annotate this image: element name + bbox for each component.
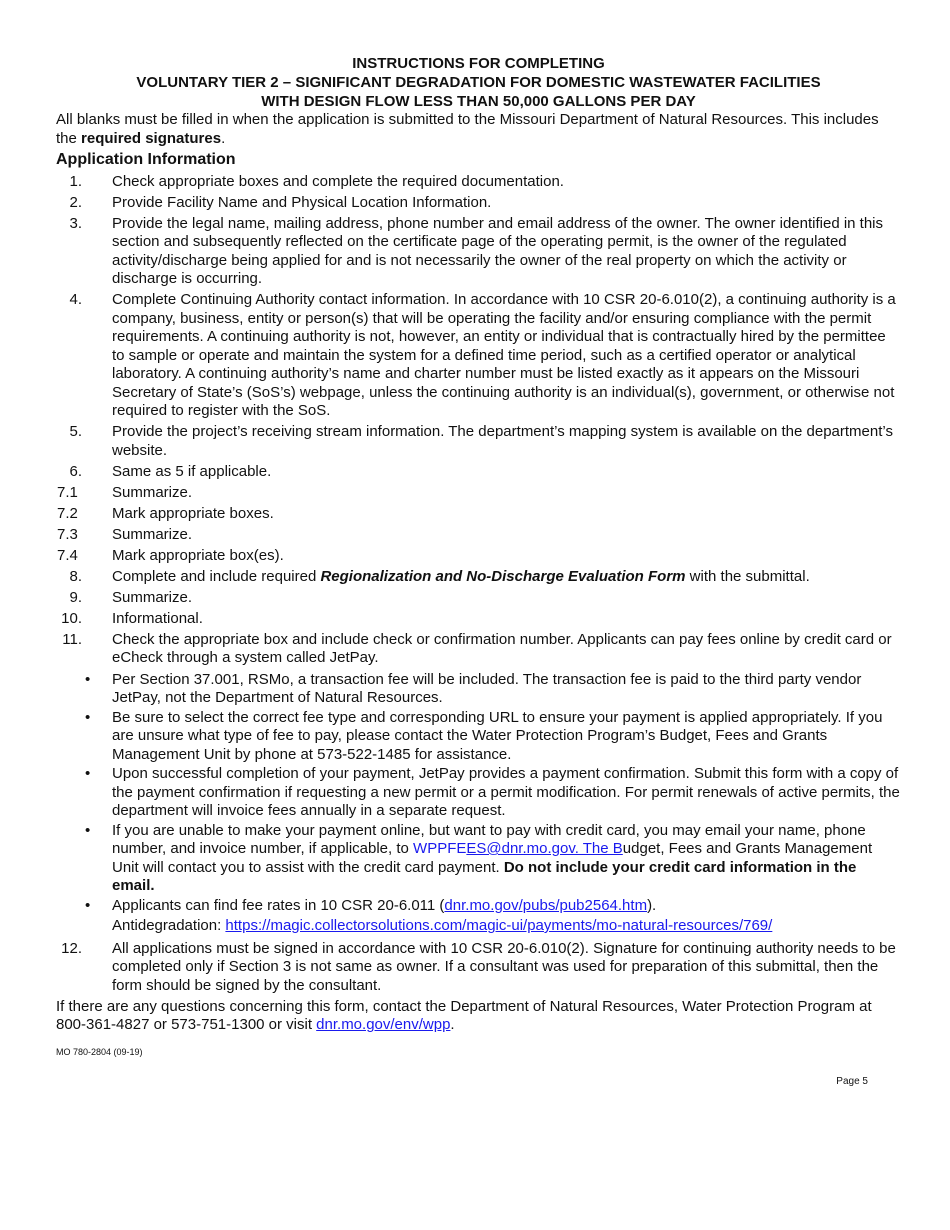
page-title bbox=[56, 54, 901, 111]
wpp-website-link[interactable]: dnr.mo.gov/env/wpp bbox=[316, 1016, 451, 1033]
list-item: 10. Informational. bbox=[61, 609, 203, 627]
section-heading: Application Information bbox=[56, 151, 236, 168]
list-item: 4. Complete Continuing Authority contact information. In accordance with 10 CSR 20-6.010(2), a continuing authority is a company, business, entity or person(s) that will be operating the facility and/or ensuring compliance with the permit requirements. A continuing authority is not, however, an entity or individual that is contractually hired by the permittee to sample or operate and maintain the system for a defined time period, such as a certified operator or analytical laboratory. A continuing authority’s name and charter number must be listed exactly as it appears on the Missouri Secretary of State’s (SoS’s) webpage, unless the continuing authority is an individual(s), government, or otherwise not required to register with the SoS. bbox=[69, 291, 896, 419]
list-item: 6. Same as 5 if applicable. bbox=[69, 462, 272, 480]
list-item-fees: 11. Check the appropriate box and include check or confirmation number. Applicants can pay fees online by credit card or eCheck through a system called JetPay. bbox=[62, 630, 892, 666]
antidegradation-payment-link[interactable]: https://magic.collectorsolutions.com/magic-ui/payments/mo-natural-resources/769/ bbox=[225, 917, 773, 934]
list-item: 3. Provide the legal name, mailing address, phone number and email address of the owner. The owner identified in this section and subsequently reflected on the certificate page of the operating permit, is the owner of the regulated activity/discharge being applied for and is not necessarily the owner of the real property on which the activity or discharge is occurring. bbox=[69, 214, 884, 287]
list-item: 12. All applications must be signed in accordance with 10 CSR 20-6.010(2). Signature for continuing authority needs to be completed only if Section 3 is not same as owner. If a consultant was used for preparation of this submittal, then the form should be signed by the consultant. bbox=[61, 939, 896, 994]
antidegradation-line: Antidegradation: https://magic.collectorsolutions.com/magic-ui/payments/mo-natural-resources/769/ bbox=[112, 917, 773, 934]
bullet-item: • Be sure to select the correct fee type and corresponding URL to ensure your payment is applied appropriately. If you are unsure what type of fee to pay, please contact the Water Protection Program’s Budget, Fees and Grants Management Unit by phone at 573-522-1485 for assistance. bbox=[56, 709, 901, 765]
list-item: 7.2 Mark appropriate boxes. bbox=[57, 504, 274, 522]
page-number: Page 5 bbox=[836, 1076, 868, 1087]
fee-bullet-list bbox=[56, 671, 901, 916]
closing-paragraph: If there are any questions concerning this form, contact the Department of Natural Resources, Water Protection Program at 800-361-4827 or 573-751-1300 or visit dnr.mo.gov/env/wpp. bbox=[56, 997, 872, 1033]
list-item: 5. Provide the project’s receiving stream information. The department’s mapping system is available on the department’s website. bbox=[69, 423, 893, 459]
title-line-1: INSTRUCTIONS FOR COMPLETING bbox=[352, 55, 605, 72]
bullet-item: • If you are unable to make your payment online, but want to pay with credit card, you may email your name, phone number, and invoice number, if applicable, to WPPFEES@dnr.mo.gov. The Budget, Fees and Grants Management Unit will contact you to assist with the credit card payment. Do not include your credit card information in the email. bbox=[56, 822, 901, 896]
bullet-item: • Upon successful completion of your payment, JetPay provides a payment confirmation. Submit this form with a copy of the payment confirmation if requesting a new permit or a permit modification. For permit renewals of active permits, the department will invoice fees annually in a separate request. bbox=[56, 765, 901, 821]
title-line-3: WITH DESIGN FLOW LESS THAN 50,000 GALLONS PER DAY bbox=[261, 93, 696, 110]
list-item: 1. Check appropriate boxes and complete the required documentation. bbox=[69, 172, 564, 190]
list-item: 7.1 Summarize. bbox=[57, 483, 193, 501]
bullet-item: • Applicants can find fee rates in 10 CSR 20-6.011 (dnr.mo.gov/pubs/pub2564.htm). bbox=[56, 897, 901, 916]
list-item: 7.4 Mark appropriate box(es). bbox=[57, 546, 284, 564]
warning-text: Do not include your credit card information in the email. bbox=[112, 858, 857, 894]
title-line-2: VOLUNTARY TIER 2 – SIGNIFICANT DEGRADATION FOR DOMESTIC WASTEWATER FACILITIES bbox=[136, 74, 821, 91]
list-item: 9. Summarize. bbox=[69, 588, 193, 606]
instructions-page bbox=[56, 54, 901, 1061]
bullet-item: • Per Section 37.001, RSMo, a transaction fee will be included. The transaction fee is paid to the third party vendor JetPay, not the Department of Natural Resources. bbox=[56, 671, 901, 708]
required-signatures-emphasis: required signatures bbox=[81, 129, 222, 147]
fee-rates-link[interactable]: dnr.mo.gov/pubs/pub2564.htm bbox=[444, 896, 648, 914]
email-link[interactable]: ES@dnr.mo.gov. The B bbox=[466, 840, 623, 857]
list-item: 8. Complete and include required Regionalization and No-Discharge Evaluation Form with the submittal. bbox=[69, 567, 810, 585]
email-link-part[interactable]: WPPFE bbox=[413, 840, 467, 857]
list-item: 2. Provide Facility Name and Physical Location Information. bbox=[69, 193, 492, 211]
regionalization-form-title: Regionalization and No-Discharge Evaluation Form bbox=[320, 567, 686, 585]
intro-paragraph: All blanks must be filled in when the application is submitted to the Missouri Department of Natural Resources. This includes the required signatures. bbox=[56, 111, 879, 147]
form-number: MO 780-2804 (09-19) bbox=[56, 1046, 143, 1057]
list-item: 7.3 Summarize. bbox=[57, 525, 193, 543]
